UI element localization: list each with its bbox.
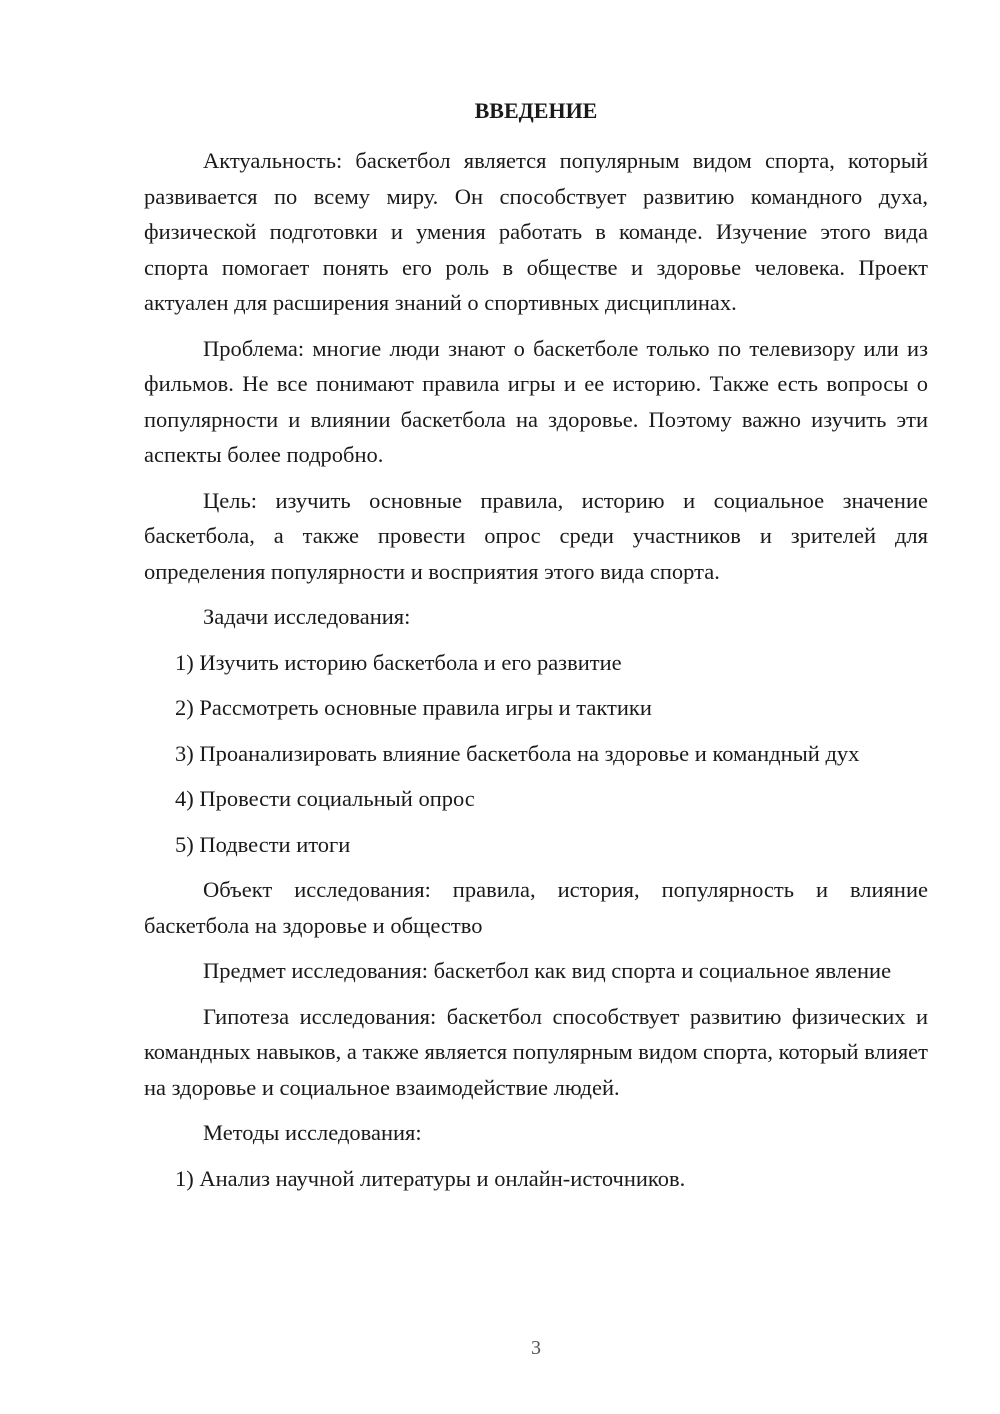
task-item-5: 5) Подвести итоги bbox=[175, 831, 351, 857]
task-item-1: 1) Изучить историю баскетбола и его развитие bbox=[175, 649, 622, 675]
paragraph-goal: Цель: изучить основные правила, историю и социальное значение баскетбола, а также провести опрос среди участников и зрителей для определения популярности и восприятия этого вида спорта. bbox=[144, 487, 928, 584]
task-item-4: 4) Провести социальный опрос bbox=[175, 786, 475, 811]
method-item-1: 1) Анализ научной литературы и онлайн-источников. bbox=[175, 1165, 686, 1191]
paragraph-problem: Проблема: многие люди знают о баскетболе только по телевизору или из фильмов. Не все понимают правила игры и ее историю. Также есть вопросы о популярности и влиянии баскетбола на здоровье. Поэтому важно изучить эти аспекты более подробно. bbox=[144, 335, 928, 467]
paragraph-tasks-heading: Задачи исследования: bbox=[203, 604, 411, 629]
document-body bbox=[144, 143, 928, 1196]
page-number: 3 bbox=[531, 1337, 541, 1359]
paragraph-hypothesis: Гипотеза исследования: баскетбол способствует развитию физических и командных навыков, а также является популярным видом спорта, который влияет на здоровье и социальное взаимодействие людей. bbox=[144, 1003, 928, 1100]
task-item-3: 3) Проанализировать влияние баскетбола на здоровье и командный дух bbox=[175, 740, 860, 766]
paragraph-methods-heading: Методы исследования: bbox=[203, 1120, 422, 1145]
task-item-2: 2) Рассмотреть основные правила игры и тактики bbox=[175, 695, 652, 720]
paragraph-relevance: Актуальность: баскетбол является популярным видом спорта, который развивается по всему миру. Он способствует развитию командного духа, физической подготовки и умения работать в команде. Изучение этого вида спорта помогает понять его роль в обществе и здоровье человека. Проект актуален для расширения знаний о спортивных дисциплинах. bbox=[144, 148, 928, 315]
paragraph-research-subject: Предмет исследования: баскетбол как вид спорта и социальное явление bbox=[203, 958, 892, 983]
paragraph-research-object: Объект исследования: правила, история, популярность и влияние баскетбола на здоровье и общество bbox=[144, 877, 928, 938]
page-title: ВВЕДЕНИЕ bbox=[474, 98, 598, 123]
